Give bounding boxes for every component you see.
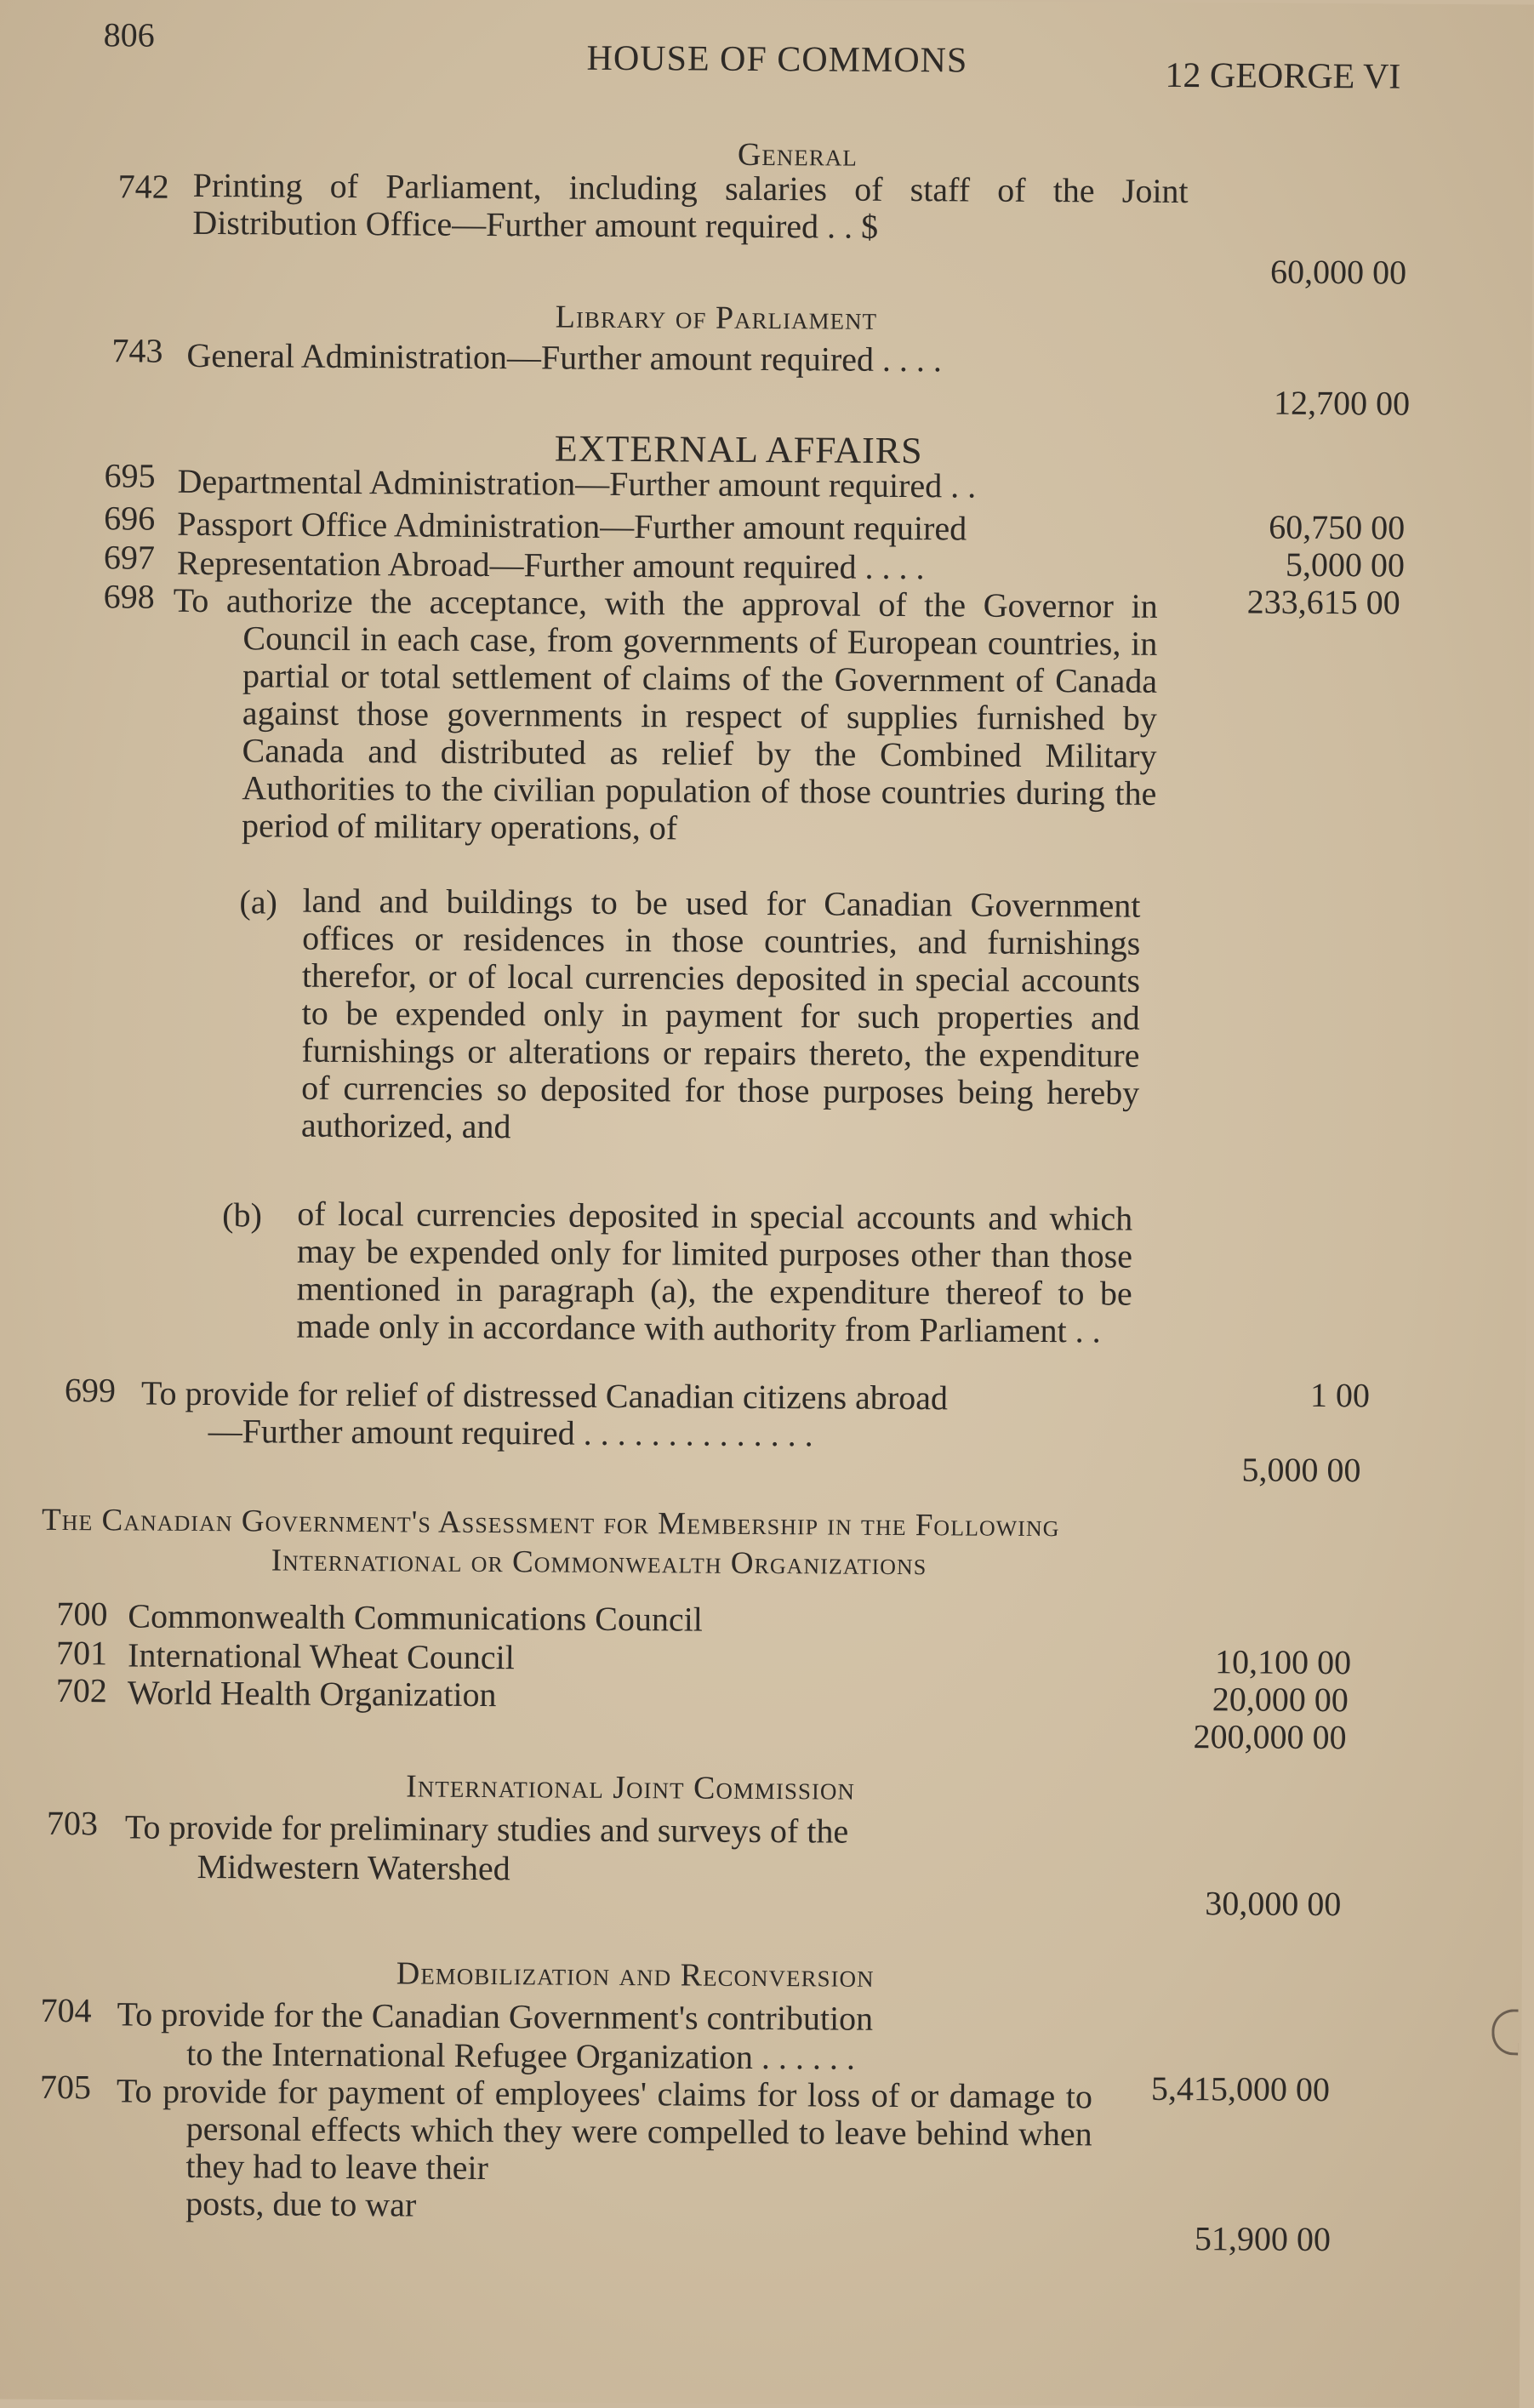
heading-library: Library of Parliament: [555, 299, 878, 337]
item-696-text: Passport Office Administration—Further amount required: [177, 504, 967, 548]
amount-695: 60,750 00: [1269, 507, 1406, 547]
item-701-text: International Wheat Council: [127, 1635, 515, 1677]
item-text: [192, 167, 1189, 248]
heading-ijc: International Joint Commission: [406, 1768, 856, 1807]
item-number: 702: [55, 1670, 107, 1710]
item-703-continuation: Midwestern Watershed: [197, 1846, 510, 1888]
item-702-text: World Health Organization: [127, 1673, 497, 1715]
sub-b-text: of local currencies deposited in special accounts and which may be expended only for limited purposes other than those mentioned in paragraph (a), the expenditure thereof to be made only in accordance with authority from Parliament . .: [296, 1194, 1133, 1350]
item-743-text: General Administration—Further amount required . . . .: [186, 335, 943, 379]
amount-702: 200,000 00: [1193, 1717, 1347, 1757]
amount-697: 233,615 00: [1246, 582, 1400, 622]
heading-general: General: [737, 136, 858, 174]
item-704-text: To provide for the Canadian Government's contribution: [117, 1994, 874, 2038]
page-number: 806: [103, 15, 155, 54]
sub-b-label: (b): [222, 1195, 263, 1235]
item-number: 742: [117, 167, 169, 206]
item-703-text: To provide for preliminary studies and surveys of the: [124, 1807, 849, 1851]
item-699-continuation: —Further amount required . . . . . . . . . . . . . .: [208, 1412, 813, 1454]
sub-a-text: land and buildings to be used for Canadian Government offices or residences in those countries, and furnishings therefor, or of local currencies deposited in special accounts to be expended only in payment for such properties and furnishings or alterations or repairs thereto, the expenditure of currencies so deposited for those purposes being hereby authorized, and: [300, 881, 1141, 1146]
amount-742: 60,000 00: [1269, 252, 1407, 292]
regnal-year: 12 GEORGE VI: [1165, 55, 1401, 97]
item-number: 700: [56, 1594, 108, 1634]
item-697-text: Representation Abroad—Further amount required . . . .: [176, 543, 925, 587]
page-mark: [1491, 2009, 1518, 2055]
item-number: 697: [103, 538, 156, 577]
sub-a-label: (a): [239, 882, 278, 922]
item-742-text: Printing of Parliament, including salaries of staff of the Joint Distribution Office—Further amount required . . $: [192, 165, 1189, 246]
item-705-continuation: posts, due to war: [185, 2183, 417, 2224]
item-number: 695: [104, 456, 156, 495]
heading-assessment-line2: International or Commonwealth Organizations: [271, 1543, 927, 1583]
item-number: 696: [104, 499, 156, 538]
amount-696: 5,000 00: [1285, 545, 1406, 585]
item-698-body: To authorize the acceptance, with the approval of the Governor in Council in each case, from governments of European countries, in partial or total settlement of claims of the Government of Canada against those governments in respect of supplies furnished by Canada and distributed as relief by the Combined Military Authorities to the civilian population of those countries during the period of military operations, of: [173, 580, 1158, 847]
item-number: 704: [40, 1990, 92, 2030]
item-699-text: To provide for relief of distressed Canadian citizens abroad: [140, 1373, 949, 1418]
item-705-text: To provide for payment of employees' claims for loss of or damage to personal effects which they were compelled to leave behind when they had to leave their: [116, 2071, 1093, 2188]
item-number: 705: [39, 2067, 92, 2107]
item-700-text: Commonwealth Communications Council: [128, 1596, 704, 1639]
amount-699: 5,000 00: [1241, 1450, 1361, 1490]
item-698-text: [173, 580, 1158, 850]
item-695-text: Departmental Administration—Further amount required . .: [177, 461, 977, 505]
amount-705: 51,900 00: [1194, 2219, 1332, 2259]
item-number: 701: [55, 1633, 108, 1673]
amount-698: 1 00: [1309, 1375, 1371, 1415]
amount-703: 30,000 00: [1205, 1884, 1342, 1924]
item-number: 699: [64, 1370, 117, 1410]
amount-704: 5,415,000 00: [1150, 2068, 1331, 2109]
item-number: 698: [103, 577, 155, 616]
amount-700: 10,100 00: [1214, 1642, 1352, 1682]
heading-demobilization: Demobilization and Reconversion: [396, 1955, 875, 1994]
heading-assessment-line1: The Canadian Government's Assessment for Membership in the Following: [41, 1502, 1060, 1544]
running-header: HOUSE OF COMMONS: [586, 38, 968, 81]
amount-743: 12,700 00: [1273, 383, 1411, 423]
amount-701: 20,000 00: [1212, 1680, 1349, 1720]
heading-external-affairs: EXTERNAL AFFAIRS: [554, 427, 923, 472]
item-number: 743: [111, 331, 163, 370]
item-number: 703: [46, 1803, 99, 1843]
item-704-continuation: to the International Refugee Organization . . . . . .: [186, 2034, 856, 2077]
